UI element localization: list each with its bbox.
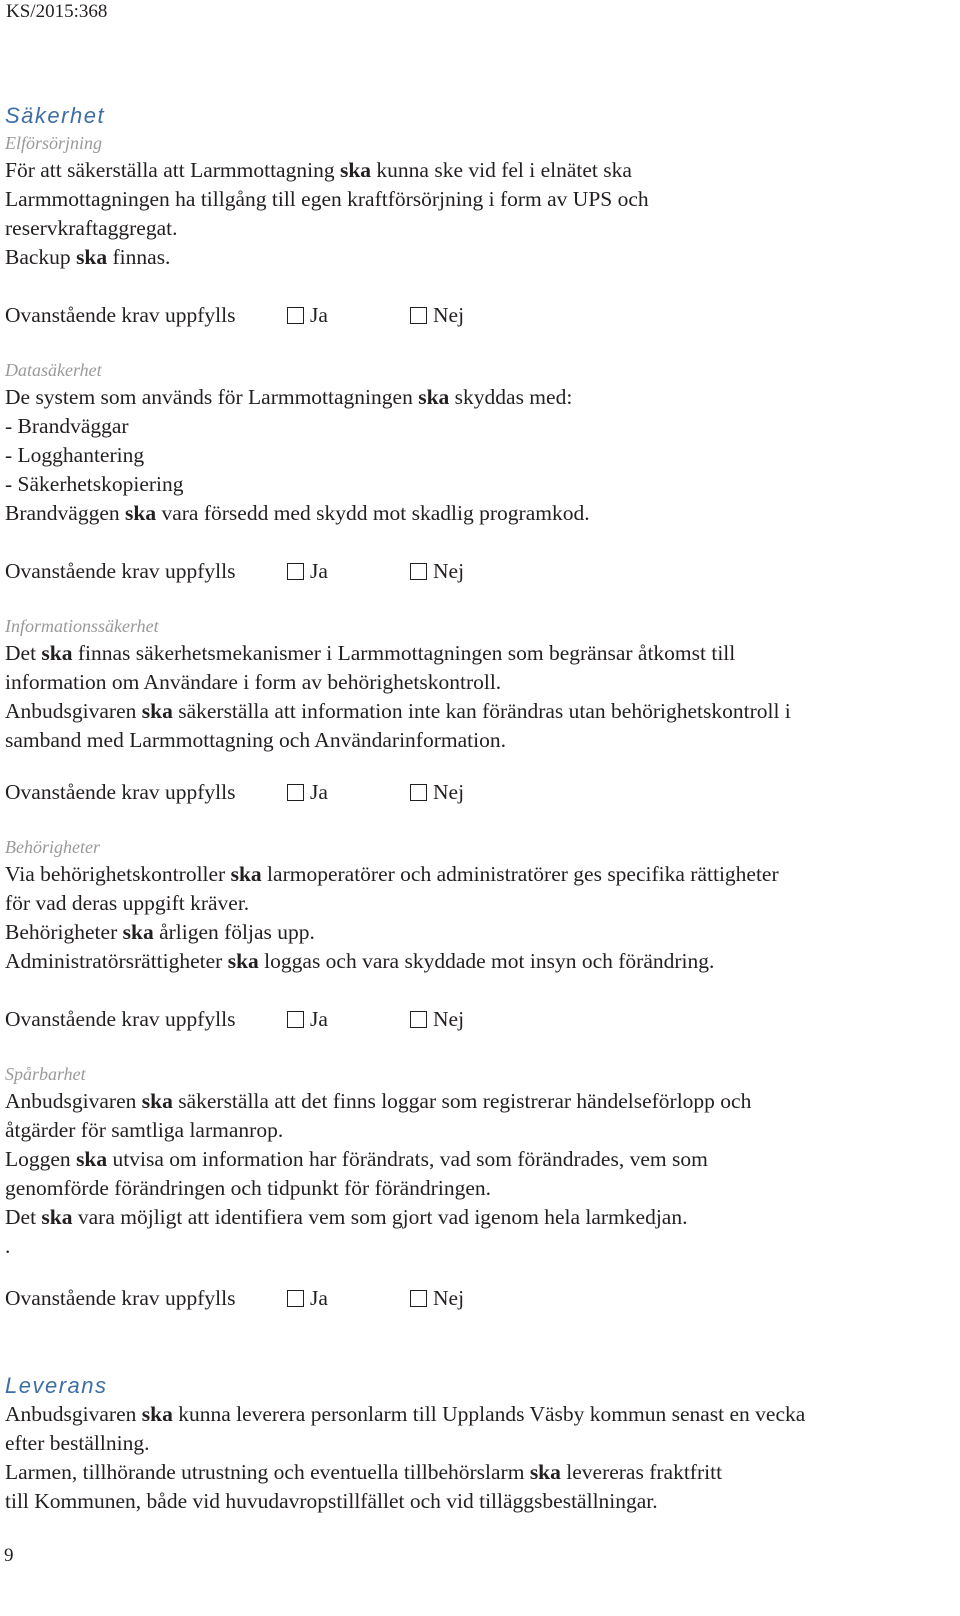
bold-term: ska bbox=[529, 1460, 561, 1484]
paragraph-line: för vad deras uppgift kräver. bbox=[5, 891, 250, 915]
checkbox-ja[interactable] bbox=[287, 1011, 304, 1028]
option-ja[interactable]: Ja bbox=[287, 1284, 328, 1313]
option-nej[interactable]: Nej bbox=[410, 301, 464, 330]
bold-term: ska bbox=[230, 862, 262, 886]
bold-term: ska bbox=[418, 385, 450, 409]
option-ja[interactable]: Ja bbox=[287, 301, 328, 330]
requirement-label: Ovanstående krav uppfylls bbox=[5, 1007, 236, 1031]
paragraph-line: Det ska vara möjligt att identifiera vem som gjort vad igenom hela larmkedjan. bbox=[5, 1205, 688, 1229]
checkbox-nej[interactable] bbox=[410, 784, 427, 801]
bold-term: ska bbox=[41, 1205, 73, 1229]
checkbox-ja[interactable] bbox=[287, 1290, 304, 1307]
checkbox-nej[interactable] bbox=[410, 563, 427, 580]
paragraph-line: reservkraftaggregat. bbox=[5, 216, 178, 240]
requirement-row-informationssakerhet bbox=[5, 778, 955, 807]
paragraph-line: . bbox=[5, 1234, 11, 1258]
requirement-row-behorigheter bbox=[5, 1005, 955, 1034]
bold-term: ska bbox=[125, 501, 157, 525]
subheading-elforsorjning: Elförsörjning bbox=[5, 133, 103, 153]
bold-term: ska bbox=[141, 1402, 173, 1426]
option-nej[interactable]: Nej bbox=[410, 778, 464, 807]
checkbox-ja[interactable] bbox=[287, 563, 304, 580]
paragraph-line: till Kommunen, både vid huvudavropstillfället och vid tilläggsbeställningar. bbox=[5, 1489, 658, 1513]
document-reference: KS/2015:368 bbox=[6, 1, 108, 22]
section-title-leverans: Leverans bbox=[5, 1373, 108, 1398]
option-ja[interactable]: Ja bbox=[287, 557, 328, 586]
paragraph-line: samband med Larmmottagning och Användarinformation. bbox=[5, 728, 506, 752]
bold-term: ska bbox=[141, 699, 173, 723]
requirement-row-elforsorjning bbox=[5, 301, 955, 330]
option-ja[interactable]: Ja bbox=[287, 778, 328, 807]
checkbox-ja[interactable] bbox=[287, 307, 304, 324]
paragraph-line: De system som används för Larmmottagningen ska skyddas med: bbox=[5, 385, 573, 409]
paragraph-line: Anbudsgivaren ska säkerställa att information inte kan förändras utan behörighetskontroll i bbox=[5, 699, 791, 723]
subheading-sparbarhet: Spårbarhet bbox=[5, 1064, 86, 1084]
checkbox-ja[interactable] bbox=[287, 784, 304, 801]
paragraph-line: genomförde förändringen och tidpunkt för förändringen. bbox=[5, 1176, 491, 1200]
paragraph-line: För att säkerställa att Larmmottagning ska kunna ske vid fel i elnätet ska bbox=[5, 158, 632, 182]
requirement-row-datasakerhet bbox=[5, 557, 955, 586]
checkbox-nej[interactable] bbox=[410, 1290, 427, 1307]
paragraph-line: Backup ska finnas. bbox=[5, 245, 171, 269]
option-nej[interactable]: Nej bbox=[410, 1284, 464, 1313]
bold-term: ska bbox=[76, 245, 108, 269]
option-nej[interactable]: Nej bbox=[410, 1005, 464, 1034]
section-title-sakerhet: Säkerhet bbox=[5, 103, 106, 128]
paragraph-line: Via behörighetskontroller ska larmoperatörer och administratörer ges specifika rättigheter bbox=[5, 862, 779, 886]
paragraph-line: information om Användare i form av behörighetskontroll. bbox=[5, 670, 502, 694]
paragraph-line: Det ska finnas säkerhetsmekanismer i Larmmottagningen som begränsar åtkomst till bbox=[5, 641, 736, 665]
list-item: - Brandväggar bbox=[5, 414, 129, 438]
requirement-label: Ovanstående krav uppfylls bbox=[5, 1286, 236, 1310]
checkbox-nej[interactable] bbox=[410, 1011, 427, 1028]
document-body bbox=[5, 102, 955, 1516]
paragraph-line: åtgärder för samtliga larmanrop. bbox=[5, 1118, 284, 1142]
requirement-label: Ovanstående krav uppfylls bbox=[5, 780, 236, 804]
requirement-label: Ovanstående krav uppfylls bbox=[5, 303, 236, 327]
bold-term: ska bbox=[339, 158, 372, 182]
paragraph-line: Administratörsrättigheter ska loggas och vara skyddade mot insyn och förändring. bbox=[5, 949, 715, 973]
subheading-behorigheter: Behörigheter bbox=[5, 837, 100, 857]
bold-term: ska bbox=[76, 1147, 108, 1171]
paragraph-line: Anbudsgivaren ska säkerställa att det finns loggar som registrerar händelseförlopp och bbox=[5, 1089, 752, 1113]
requirement-label: Ovanstående krav uppfylls bbox=[5, 559, 236, 583]
paragraph-line: Larmmottagningen ha tillgång till egen kraftförsörjning i form av UPS och bbox=[5, 187, 649, 211]
bold-term: ska bbox=[227, 949, 259, 973]
paragraph-line: Brandväggen ska vara försedd med skydd mot skadlig programkod. bbox=[5, 501, 590, 525]
bold-term: ska bbox=[141, 1089, 173, 1113]
paragraph-line: Behörigheter ska årligen följas upp. bbox=[5, 920, 315, 944]
checkbox-nej[interactable] bbox=[410, 307, 427, 324]
paragraph-line: Larmen, tillhörande utrustning och eventuella tillbehörslarm ska levereras fraktfritt bbox=[5, 1460, 723, 1484]
paragraph-line: Loggen ska utvisa om information har förändrats, vad som förändrades, vem som bbox=[5, 1147, 708, 1171]
requirement-row-sparbarhet bbox=[5, 1284, 955, 1313]
bold-term: ska bbox=[122, 920, 154, 944]
paragraph-line: Anbudsgivaren ska kunna leverera personlarm till Upplands Väsby kommun senast en vecka bbox=[5, 1402, 806, 1426]
subheading-informationssakerhet: Informationssäkerhet bbox=[5, 616, 159, 636]
page-number: 9 bbox=[4, 1545, 14, 1566]
option-ja[interactable]: Ja bbox=[287, 1005, 328, 1034]
list-item: - Säkerhetskopiering bbox=[5, 472, 184, 496]
paragraph-line: efter beställning. bbox=[5, 1431, 150, 1455]
list-item: - Logghantering bbox=[5, 443, 145, 467]
subheading-datasakerhet: Datasäkerhet bbox=[5, 360, 102, 380]
bold-term: ska bbox=[41, 641, 73, 665]
option-nej[interactable]: Nej bbox=[410, 557, 464, 586]
